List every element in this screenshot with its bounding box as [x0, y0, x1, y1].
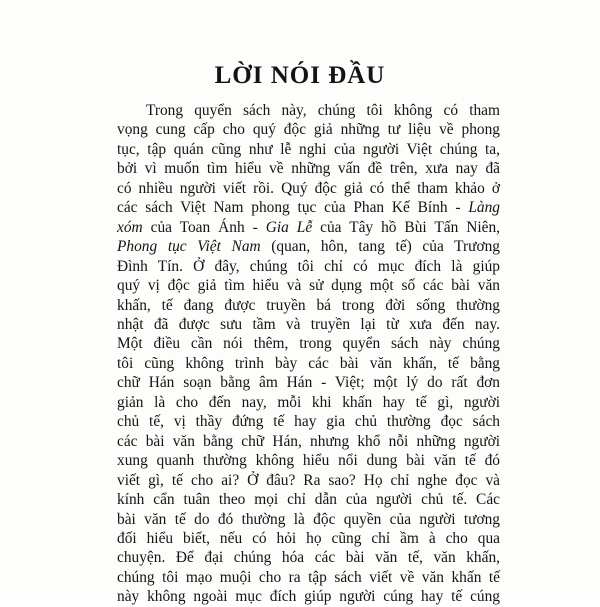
text-line — [117, 198, 500, 217]
text-line — [117, 237, 500, 256]
text-run: này không ngoài mục đích giúp người cúng hay tế cúng — [117, 588, 500, 606]
text-run: các bài văn bằng chữ Hán, nhưng khổ nỗi những người — [117, 432, 500, 450]
text-run: chuyện. Để đại chúng hóa các bài văn tế, văn khấn, — [117, 549, 500, 567]
text-run: bởi vì muốn tìm hiểu về những vấn đề trên, xưa nay đã — [117, 160, 500, 178]
text-run: đối hiểu biết, nếu có hỏi họ cũng chỉ ầm à cho qua — [117, 529, 500, 547]
italic-title: xóm — [117, 218, 143, 236]
italic-title: Làng — [468, 199, 500, 217]
text-run: khấn, tế đang được truyền bá trong đời sống thường — [117, 296, 500, 314]
text-line — [117, 218, 500, 237]
text-line — [117, 334, 500, 353]
text-line — [117, 451, 500, 470]
text-line — [117, 471, 500, 490]
text-line — [117, 548, 500, 567]
text-line — [117, 529, 500, 548]
text-run: giản là cho đến nay, mỗi khi khấn hay tế gì, người — [117, 393, 500, 411]
text-line — [117, 120, 500, 139]
text-line — [117, 296, 500, 315]
italic-title: Gia Lễ — [265, 218, 313, 236]
text-run: của Tây hồ Bùi Tấn Niên, — [312, 218, 501, 236]
text-line — [117, 354, 500, 373]
text-line — [117, 373, 500, 392]
text-run: các sách Việt Nam phong tục của Phan Kế Bính - — [117, 199, 469, 217]
text-run: chúng tôi mạo muội cho ra tập sách viết về văn khấn tế — [117, 568, 500, 586]
text-line — [117, 568, 500, 587]
text-run: bài văn tế do đó thường là độc quyền của người tương — [117, 510, 500, 528]
text-line — [117, 140, 500, 159]
text-run: tôi cũng không trình bày các bài văn khấn, tế bằng — [117, 354, 500, 372]
text-run: Một điều cần nói thêm, trong quyển sách này chúng — [117, 335, 500, 353]
text-run: của Toan Ánh - — [142, 218, 266, 236]
text-run: chủ tế, vị thầy đứng tế hay gia chủ thường đọc sách — [117, 413, 500, 431]
text-run: nhật đã được sưu tầm và truyền lại từ xưa đến nay. — [117, 315, 500, 333]
text-line — [117, 432, 500, 451]
text-run: quý vị độc giả tìm hiểu và sử dụng một số các bài văn — [117, 277, 500, 295]
text-run: tục, tập quán cũng như lễ nghi của người Việt chúng ta, — [117, 140, 500, 158]
text-line — [117, 490, 500, 509]
text-line — [117, 587, 500, 606]
text-run: viết gì, tế cho ai? Ở đâu? Ra sao? Họ chỉ nghe đọc và — [117, 471, 500, 489]
text-line — [117, 159, 500, 178]
text-line — [117, 179, 500, 198]
preface-body — [117, 101, 500, 607]
text-line — [117, 393, 500, 412]
text-line — [117, 257, 500, 276]
text-run: chữ Hán soạn bằng âm Hán - Việt; một lý do rất đơn — [117, 374, 500, 392]
text-run: Trong quyển sách này, chúng tôi không có tham — [146, 102, 500, 119]
text-line — [117, 101, 500, 120]
text-line — [117, 315, 500, 334]
text-run: vọng cung cấp cho quý độc giả những tư liệu về phong — [117, 121, 500, 139]
text-run: xung quanh thường không hiểu nổi dung bài văn tế đó — [117, 452, 500, 470]
text-run: (quan, hôn, tang tế) của Trương — [260, 238, 500, 256]
italic-title: Phong tục Việt Nam — [117, 238, 261, 256]
text-line — [117, 276, 500, 295]
text-run: Đình Tín. Ở đây, chúng tôi chỉ có mục đích là giúp — [117, 257, 500, 275]
text-line — [117, 412, 500, 431]
page-title: LỜI NÓI ĐẦU — [214, 62, 386, 89]
text-run: có nhiều người viết rồi. Quý độc giả có thể tham khảo ở — [117, 179, 500, 197]
text-run: kính cẩn tuân theo mọi chỉ dẫn của người chủ tế. Các — [117, 491, 500, 509]
text-line — [117, 510, 500, 529]
